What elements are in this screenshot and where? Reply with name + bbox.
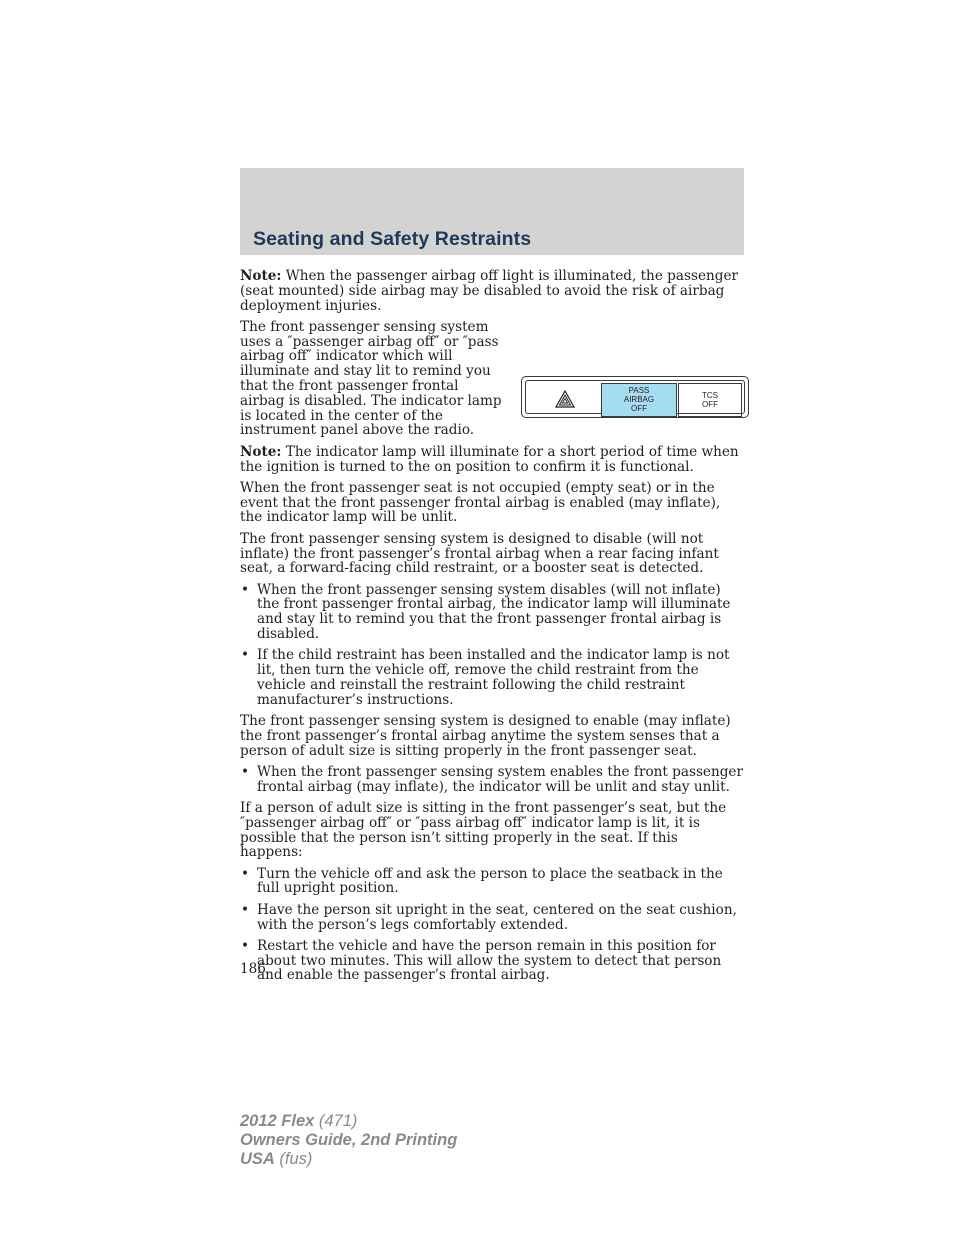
bullet-marker: • xyxy=(241,865,250,882)
list-item xyxy=(240,648,744,707)
page-number: 186 xyxy=(240,961,266,977)
note-text: When the passenger airbag off light is illuminated, the passenger (seat mounted) side airbag may be disabled to avoid the risk of airbag deployment injuries. xyxy=(240,268,738,314)
bullet-marker: • xyxy=(241,581,250,598)
body-paragraph: When the front passenger seat is not occupied (empty seat) or in the event that the front passenger frontal airbag is enabled (may inflate), the indicator lamp will be unlit. xyxy=(240,479,721,526)
list-item xyxy=(240,583,744,642)
hazard-button xyxy=(530,383,600,415)
body-paragraph: The front passenger sensing system is designed to disable (will not inflate) the front passenger’s frontal airbag when a rear facing infant seat, a forward-facing child restraint, or a booster seat is detected. xyxy=(240,530,719,577)
bullet-marker: • xyxy=(241,937,250,954)
tcs-off-line2: OFF xyxy=(702,399,718,409)
bullet-marker: • xyxy=(241,763,250,780)
tcs-off-line1: TCS xyxy=(702,390,718,400)
tcs-off-button xyxy=(678,383,742,417)
note-paragraph-2 xyxy=(240,445,744,475)
pass-airbag-off-line3: OFF xyxy=(631,404,647,414)
bullet-list-disable xyxy=(240,583,744,708)
footer-model: 2012 Flex xyxy=(240,1112,315,1130)
indicator-section xyxy=(240,320,744,438)
footer-line-market xyxy=(240,1150,457,1169)
list-item xyxy=(240,867,744,897)
footer-line-model xyxy=(240,1112,457,1131)
indicator-panel-figure xyxy=(521,376,749,420)
bullet-marker: • xyxy=(241,647,250,664)
note-text: The indicator lamp will illuminate for a short period of time when the ignition is turned to the on position to confirm it is functional. xyxy=(240,443,739,475)
list-item-text: When the front passenger sensing system disables (will not inflate) the front passenger frontal airbag, the indicator lamp will illuminate and stay lit to remind you that the front passenger frontal airbag is disabled. xyxy=(257,581,731,643)
list-item xyxy=(240,765,744,795)
list-item xyxy=(240,903,744,933)
footer-market: USA xyxy=(240,1150,275,1168)
list-item-text: When the front passenger sensing system enables the front passenger frontal airbag (may inflate), the indicator will be unlit and stay unlit. xyxy=(257,763,743,795)
footer-market-code: (fus) xyxy=(274,1150,313,1168)
bullet-list-steps xyxy=(240,867,744,984)
note-paragraph-1 xyxy=(240,269,744,313)
indicator-panel-bezel xyxy=(525,380,745,414)
document-footer xyxy=(240,1112,457,1169)
page-body xyxy=(240,269,744,990)
bullet-marker: • xyxy=(241,901,250,918)
footer-model-code: (471) xyxy=(314,1112,358,1130)
indicator-panel xyxy=(521,376,749,418)
list-item-text: Have the person sit upright in the seat, centered on the seat cushion, with the person’s legs comfortably extended. xyxy=(257,901,737,933)
list-item-text: Turn the vehicle off and ask the person to place the seatback in the full upright position. xyxy=(257,865,723,897)
body-paragraph: The front passenger sensing system is designed to enable (may inflate) the front passenger’s frontal airbag anytime the system senses that a person of adult size is sitting properly in the front passenger seat. xyxy=(240,713,731,759)
note-label: Note: xyxy=(240,443,282,460)
pass-airbag-off-line1: PASS xyxy=(628,386,650,396)
footer-line-guide xyxy=(240,1131,457,1150)
list-item-text: Restart the vehicle and have the person remain in this position for about two minutes. This will allow the system to detect that person and enable the passenger’s frontal airbag. xyxy=(257,937,722,984)
list-item-text: If the child restraint has been installed and the indicator lamp is not lit, then turn the vehicle off, remove the child restraint from the vehicle and reinstall the restraint following the child restraint manufacturer’s instructions. xyxy=(257,647,730,708)
sensing-system-paragraph: The front passenger sensing system uses a ″passenger airbag off″ or ″pass airbag off″ indicator which will illuminate and stay lit to remind you that the front passenger frontal airbag is disabled. The indicator lamp is located in the center of the instrument panel above the radio. xyxy=(240,318,502,439)
hazard-triangle-icon xyxy=(555,390,575,408)
footer-guide: Owners Guide, 2nd Printing xyxy=(240,1131,458,1149)
body-paragraph: If a person of adult size is sitting in the front passenger’s seat, but the ″passenger airbag off″ or ″pass airbag off″ indicator lamp is lit, it is possible that the person isn’t sitting properly in the seat. If this happens: xyxy=(240,800,727,861)
pass-airbag-off-line2: AIRBAG xyxy=(623,395,655,405)
list-item xyxy=(240,939,744,983)
section-header-band xyxy=(240,168,744,255)
bullet-list-enable xyxy=(240,765,744,795)
pass-airbag-off-indicator xyxy=(601,383,677,417)
note-label: Note: xyxy=(240,268,282,284)
section-title: Seating and Safety Restraints xyxy=(253,228,532,250)
